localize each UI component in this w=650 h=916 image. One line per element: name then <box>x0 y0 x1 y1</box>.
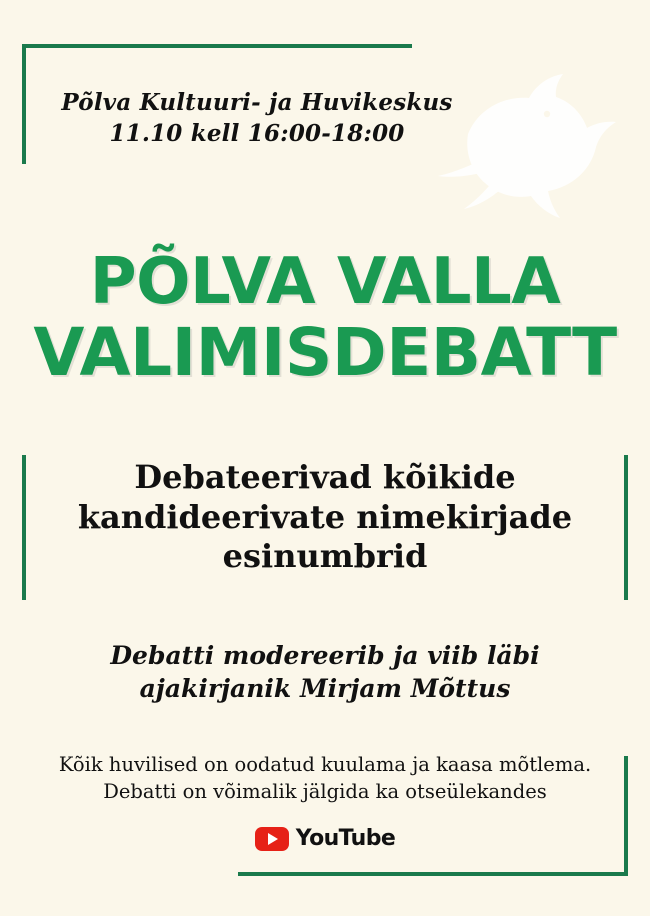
audience-note-line-2: Debatti on võimalik jälgida ka otseülekandes <box>103 779 547 803</box>
event-header <box>42 88 472 149</box>
youtube-badge <box>0 826 650 851</box>
frame-line-left-middle <box>22 455 26 600</box>
frame-line-bottom <box>238 872 628 876</box>
event-datetime: 11.10 kell 16:00-18:00 <box>109 120 405 148</box>
moderator-text: Debatti modereerib ja viib läbi ajakirjanik Mirjam Mõttus <box>110 641 540 703</box>
frame-line-right-middle <box>624 455 628 600</box>
youtube-label: YouTube <box>295 826 396 851</box>
venue-name: Põlva Kultuuri- ja Huvikeskus <box>61 89 453 116</box>
frame-line-left-top <box>22 44 26 164</box>
page-title <box>0 245 650 392</box>
title-line-2: VALIMISDEBATT <box>33 314 617 392</box>
title-line-1: PÕLVA VALLA <box>89 245 561 319</box>
audience-note-line-1: Kõik huvilised on oodatud kuulama ja kaasa mõtlema. <box>58 753 592 776</box>
subtitle: Debateerivad kõikide kandideerivate nimekirjade esinumbrid <box>77 458 573 576</box>
audience-note <box>25 752 625 806</box>
youtube-icon <box>255 827 289 851</box>
frame-line-top <box>22 44 412 48</box>
